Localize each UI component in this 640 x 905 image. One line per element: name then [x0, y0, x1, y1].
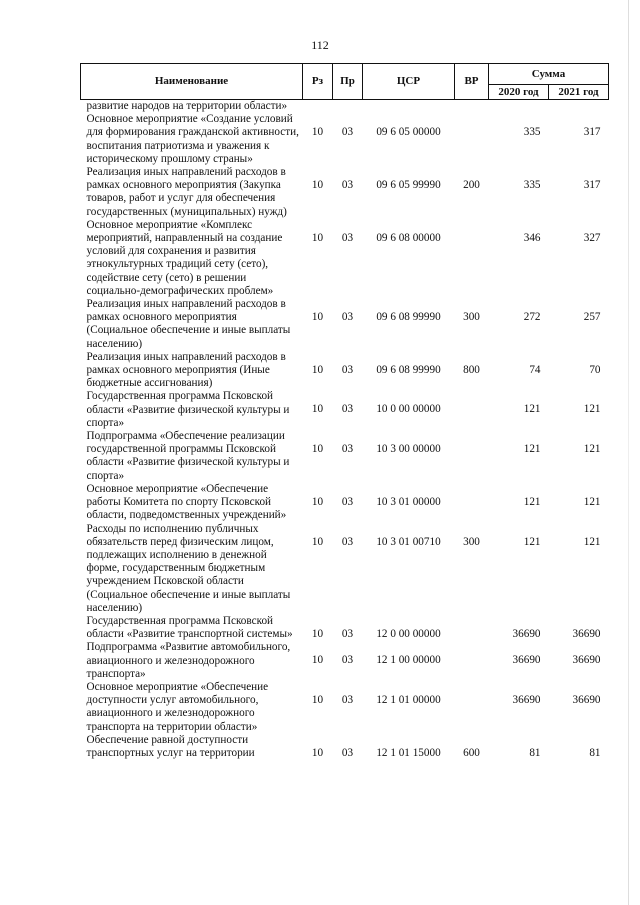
header-vr: ВР: [455, 64, 489, 100]
table-row: [81, 734, 609, 760]
table-row: [81, 615, 609, 641]
row-csr: 09 6 08 99990: [376, 311, 441, 324]
table-row: [81, 100, 609, 114]
row-csr: 12 1 00 00000: [376, 654, 441, 667]
row-name: развитие народов на территории области»: [86, 100, 288, 112]
row-sum-2021: 36690: [572, 693, 601, 706]
row-rz: 10: [311, 693, 324, 706]
row-rz: 10: [311, 126, 324, 139]
row-vr: [455, 100, 489, 114]
row-sum-2021: 121: [583, 443, 601, 456]
row-name: Основное мероприятие «Обеспечение работы Комитета по спорту Псковской области, подведомственных учреждений»: [86, 482, 287, 522]
row-pr: 03: [341, 654, 354, 667]
row-sum-2021: 36690: [572, 654, 601, 667]
row-pr: [333, 100, 363, 114]
header-year-2021: 2021 год: [549, 85, 609, 100]
header-name: Наименование: [81, 64, 303, 100]
row-csr: 12 0 00 00000: [376, 627, 441, 640]
row-name: Основное мероприятие «Комплекс мероприятий, направленный на создание условий для сохранения и развития этнокультурных традиций сету (сето), содействие сету (сето) в решении социально-демографических проблем»: [86, 218, 283, 297]
row-pr: 03: [341, 311, 354, 324]
header-csr: ЦСР: [363, 64, 455, 100]
table-body: [81, 100, 609, 761]
row-pr: 03: [341, 627, 354, 640]
table-row: [81, 351, 609, 391]
row-csr: 10 3 01 00710: [376, 535, 441, 548]
row-name: Подпрограмма «Обеспечение реализации государственной программы Псковской области «Развитие физической культуры и спорта»: [86, 430, 290, 482]
row-rz: 10: [311, 535, 324, 548]
row-vr: [455, 483, 489, 523]
header-pr: Пр: [333, 64, 363, 100]
row-csr: 12 1 01 00000: [376, 693, 441, 706]
row-rz: [303, 100, 333, 114]
row-vr: 800: [463, 363, 480, 376]
row-sum-2021: [549, 100, 609, 114]
table-row: [81, 390, 609, 430]
row-rz: 10: [311, 311, 324, 324]
page-number: 112: [311, 38, 329, 52]
row-rz: 10: [311, 443, 324, 456]
row-sum-2021: 327: [583, 231, 601, 244]
row-sum-2021: 317: [583, 126, 601, 139]
row-sum-2020: 74: [529, 363, 541, 376]
row-name: Обеспечение равной доступности транспортных услуг на территории: [86, 733, 255, 759]
table-row: [81, 298, 609, 351]
row-csr: 12 1 01 15000: [376, 746, 441, 759]
row-pr: 03: [341, 231, 354, 244]
table-header: [81, 64, 609, 100]
row-sum-2020: 346: [523, 231, 541, 244]
header-rz: Рз: [303, 64, 333, 100]
row-name: Реализация иных направлений расходов в рамках основного мероприятия (Закупка товаров, работ и услуг для обеспечения государственных (муниципальных) нужд): [86, 166, 287, 218]
row-vr: [455, 681, 489, 734]
row-pr: 03: [341, 403, 354, 416]
row-pr: 03: [341, 126, 354, 139]
row-sum-2021: 121: [583, 535, 601, 548]
row-vr: [455, 430, 489, 483]
row-csr: 09 6 05 00000: [376, 126, 441, 139]
row-name: Реализация иных направлений расходов в рамках основного мероприятия (Иные бюджетные ассигнования): [86, 350, 286, 390]
table-row: [81, 166, 609, 219]
budget-table: [80, 63, 609, 760]
row-sum-2020: 36690: [512, 654, 541, 667]
row-sum-2021: 121: [583, 403, 601, 416]
row-pr: 03: [341, 363, 354, 376]
row-sum-2020: 36690: [512, 693, 541, 706]
row-sum-2021: 36690: [572, 627, 601, 640]
table-row: [81, 113, 609, 166]
row-rz: 10: [311, 403, 324, 416]
row-sum-2020: 36690: [512, 627, 541, 640]
row-vr: [455, 641, 489, 681]
row-rz: 10: [311, 231, 324, 244]
row-rz: 10: [311, 495, 324, 508]
row-name: Государственная программа Псковской области «Развитие транспортной системы»: [86, 614, 293, 641]
row-sum-2020: 335: [523, 179, 541, 192]
row-name: Расходы по исполнению публичных обязательств перед физическим лицом, подлежащих исполнению в денежной форме, государственным бюджетным учреждением Псковской области (Социальное обеспечение и иные выплаты населению): [86, 522, 291, 614]
row-pr: 03: [341, 535, 354, 548]
row-csr: 10 3 00 00000: [376, 443, 441, 456]
header-sum: Сумма: [489, 64, 609, 85]
row-pr: 03: [341, 693, 354, 706]
row-sum-2020: 81: [529, 746, 541, 759]
row-csr: 10 0 00 00000: [376, 403, 441, 416]
row-vr: 600: [463, 746, 480, 759]
row-pr: 03: [341, 746, 354, 759]
row-rz: 10: [311, 179, 324, 192]
table-row: [81, 219, 609, 298]
row-pr: 03: [341, 495, 354, 508]
row-sum-2021: 121: [583, 495, 601, 508]
row-pr: 03: [341, 443, 354, 456]
row-rz: 10: [311, 363, 324, 376]
row-csr: 09 6 08 00000: [376, 231, 441, 244]
row-sum-2020: 335: [523, 126, 541, 139]
row-vr: [455, 390, 489, 430]
row-vr: [455, 113, 489, 166]
row-sum-2020: [489, 100, 549, 114]
row-vr: 300: [463, 535, 480, 548]
row-name: Реализация иных направлений расходов в рамках основного мероприятия (Социальное обеспечение и иные выплаты населению): [86, 298, 291, 350]
row-name: Основное мероприятие «Обеспечение доступности услуг автомобильного, авиационного и железнодорожного транспорта на территории области»: [86, 680, 269, 733]
row-sum-2020: 121: [523, 495, 541, 508]
row-csr: 09 6 08 99990: [376, 363, 441, 376]
row-rz: 10: [311, 654, 324, 667]
table-row: [81, 641, 609, 681]
row-rz: 10: [311, 627, 324, 640]
row-csr: 10 3 01 00000: [376, 495, 441, 508]
row-sum-2021: 70: [589, 363, 601, 376]
row-vr: 200: [463, 179, 480, 192]
row-sum-2021: 257: [583, 311, 601, 324]
row-rz: 10: [311, 746, 324, 759]
table-row: [81, 483, 609, 523]
row-vr: 300: [463, 311, 480, 324]
row-csr: [363, 100, 455, 114]
row-pr: 03: [341, 179, 354, 192]
row-vr: [455, 615, 489, 641]
row-sum-2020: 121: [523, 443, 541, 456]
row-sum-2020: 121: [523, 535, 541, 548]
row-sum-2020: 272: [523, 311, 541, 324]
row-sum-2021: 81: [589, 746, 601, 759]
header-year-2020: 2020 год: [489, 85, 549, 100]
row-name: Государственная программа Псковской области «Развитие физической культуры и спорта»: [86, 390, 290, 429]
table-row: [81, 523, 609, 615]
row-name: Подпрограмма «Развитие автомобильного, авиационного и железнодорожного транспорта»: [86, 641, 291, 680]
row-sum-2020: 121: [523, 403, 541, 416]
table-row: [81, 681, 609, 734]
row-sum-2021: 317: [583, 179, 601, 192]
scan-edge: [628, 0, 629, 905]
row-vr: [455, 219, 489, 298]
row-csr: 09 6 05 99990: [376, 179, 441, 192]
table-row: [81, 430, 609, 483]
row-name: Основное мероприятие «Создание условий для формирования гражданской активности, воспитания патриотизма и уважения к историческому прошлому страны»: [86, 113, 299, 165]
